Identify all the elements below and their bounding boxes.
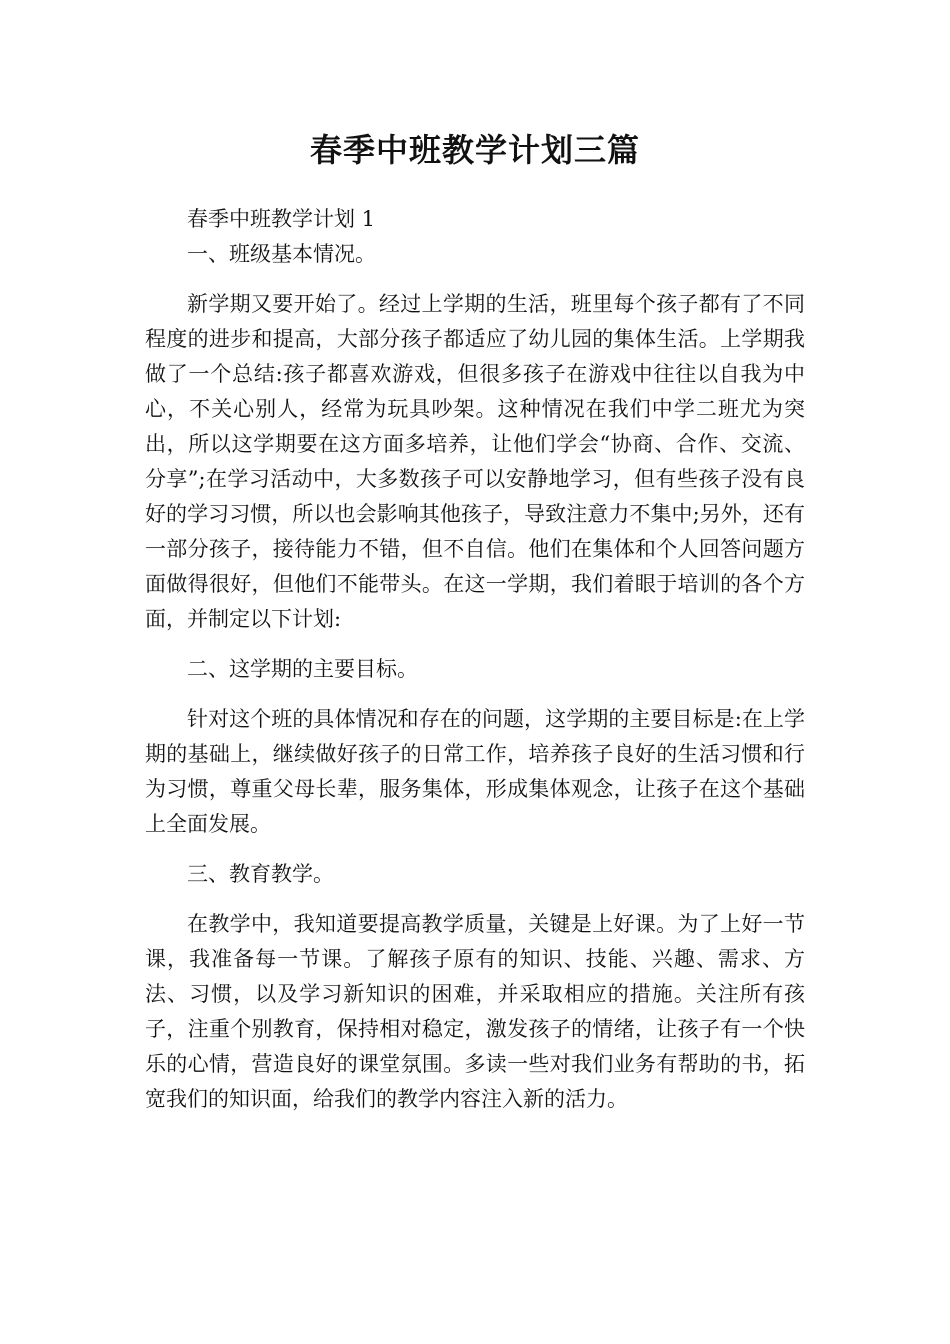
paragraph-teaching: 在教学中，我知道要提高教学质量，关键是上好课。为了上好一节课，我准备每一节课。了解孩子原有的知识、技能、兴趣、需求、方法、习惯，以及学习新知识的困难，并采取相应的措施。关注所有孩子，注重个别教育，保持相对稳定，激发孩子的情绪，让孩子有一个快乐的心情，营造良好的课堂氛围。多读一些对我们业务有帮助的书，拓宽我们的知识面，给我们的教学内容注入新的活力。 (145, 912, 805, 1111)
section-heading-teaching: 三、教育教学。 (187, 862, 334, 886)
section-heading-main-goals: 二、这学期的主要目标。 (187, 657, 418, 681)
document-subtitle: 春季中班教学计划 1 (187, 207, 376, 231)
paragraph-class-situation: 新学期又要开始了。经过上学期的生活，班里每个孩子都有了不同程度的进步和提高，大部分孩子都适应了幼儿园的集体生活。上学期我做了一个总结:孩子都喜欢游戏，但很多孩子在游戏中往往以自我为中心，不关心别人，经常为玩具吵架。这种情况在我们中学二班尤为突出，所以这学期要在这方面多培养，让他们学会“协商、合作、交流、分享”;在学习活动中，大多数孩子可以安静地学习，但有些孩子没有良好的学习习惯，所以也会影响其他孩子，导致注意力不集中;另外，还有一部分孩子，接待能力不错，但不自信。他们在集体和个人回答问题方面做得很好，但他们不能带头。在这一学期，我们着眼于培训的各个方面，并制定以下计划: (145, 292, 805, 631)
section-heading-class-situation: 一、班级基本情况。 (187, 242, 376, 266)
paragraph-main-goals: 针对这个班的具体情况和存在的问题，这学期的主要目标是:在上学期的基础上，继续做好孩子的日常工作，培养孩子良好的生活习惯和行为习惯，尊重父母长辈，服务集体，形成集体观念，让孩子在这个基础上全面发展。 (145, 707, 805, 836)
document-body (145, 202, 805, 1117)
document-title: 春季中班教学计划三篇 (309, 131, 640, 169)
